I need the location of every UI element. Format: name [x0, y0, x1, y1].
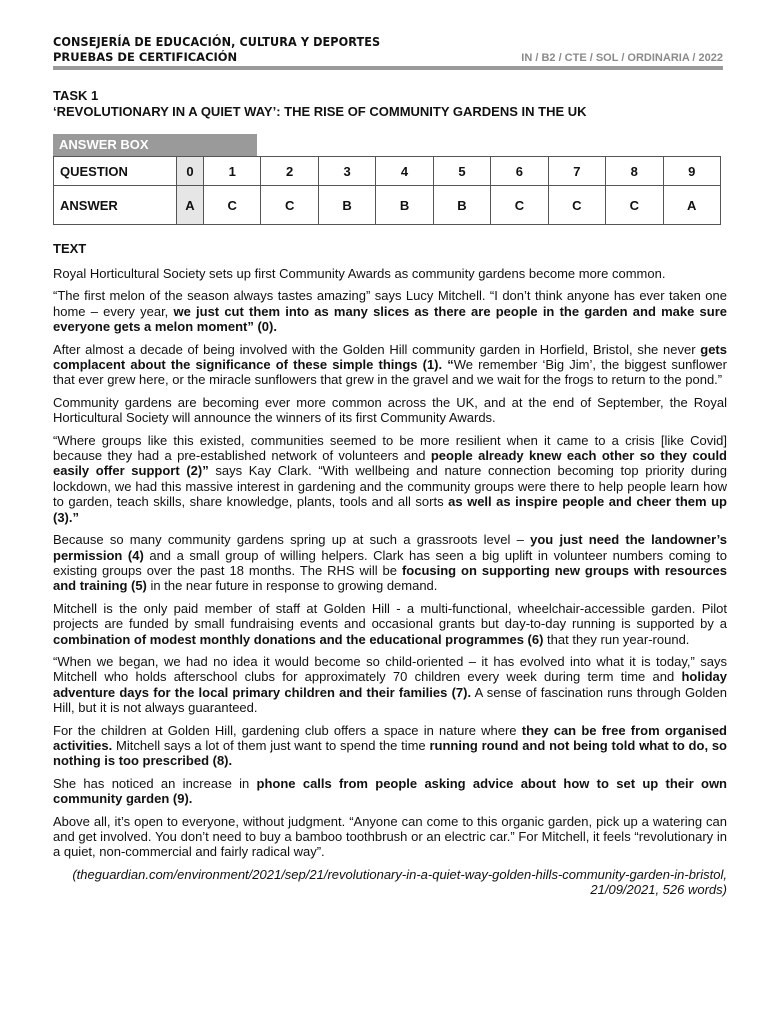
highlighted-answer-text: combination of modest monthly donations and the educational programmes (6): [53, 631, 544, 647]
article-paragraph: [53, 342, 727, 388]
answer-box-label: ANSWER BOX: [53, 134, 257, 156]
highlighted-answer-text: holiday adventure days for the local primary children and their families (7).: [53, 669, 727, 700]
article-paragraph: [53, 601, 727, 647]
article-paragraph: [53, 776, 727, 807]
highlighted-answer-text: gets complacent about the significance of these simple things (1). “: [53, 341, 727, 373]
paragraph-text: Community gardens are becoming ever more common across the UK, and at the end of September, the Royal Horticultural Society will announce the winners of its first Community Awards.: [53, 394, 727, 426]
paragraph-text: “Where groups like this existed, communities seemed to be more resilient when it came to a crisis [like Covid] because they had a pre-established network of volunteers and: [53, 432, 727, 464]
paragraph-text: “The first melon of the season always tastes amazing” says Lucy Mitchell. “I don’t think anyone has ever taken one home – every year,: [53, 288, 727, 319]
text-heading: TEXT: [53, 241, 87, 256]
article-paragraph: [53, 723, 727, 769]
exam-code: IN / B2 / CTE / SOL / ORDINARIA / 2022: [521, 52, 723, 64]
paragraph-text: Because so many community gardens spring up at such a grassroots level –: [53, 532, 531, 548]
highlighted-answer-text: we just cut them into as many slices as there are people in the garden and make sure everyone gets a melon moment” (0).: [53, 303, 727, 335]
answer-row: [54, 186, 721, 225]
article-paragraph: [53, 395, 727, 426]
question-header: QUESTION: [54, 157, 177, 186]
highlighted-answer-text: as well as inspire people and cheer them up (3).”: [53, 494, 727, 525]
highlighted-answer-text: phone calls from people asking advice about how to set up their own community garden (9).: [53, 775, 727, 807]
question-number-cell: 3: [318, 157, 375, 186]
question-number-cell: 2: [261, 157, 318, 186]
answer-cell: A: [177, 186, 204, 225]
header-divider: [53, 66, 723, 70]
paragraph-text: says Kay Clark. “With wellbeing and nature connection becoming top priority during lockdown, we had this massive interest in gardening and the community groups were there to help people learn how to garden, teach skills, share knowledge, plants, tools and all sorts: [53, 463, 727, 510]
article-paragraph: [53, 814, 727, 860]
paragraph-text: Above all, it’s open to everyone, without judgment. “Anyone can come to this organic garden, pick up a watering can and get involved. You don’t need to buy a bamboo toothbrush or an electric car.” For Mitchell, it feels “revolutionary in a quiet, non-commercial and fairly radical way”.: [53, 813, 727, 860]
question-number-cell: 5: [433, 157, 490, 186]
paragraph-text: We remember ‘Big Jim’, the biggest sunflower that ever grew here, or the miracle sunflowers that grew in the gravel and we wait for the frogs to return to the pond.”: [53, 357, 727, 388]
page-header: [53, 34, 723, 64]
answer-cell: B: [433, 186, 490, 225]
answer-cell: B: [376, 186, 433, 225]
highlighted-answer-text: you just need the landowner’s permission (4): [53, 532, 727, 563]
question-number-cell: 8: [606, 157, 663, 186]
paragraph-text: in the near future in response to growing demand.: [146, 578, 438, 594]
answer-cell: A: [663, 186, 721, 225]
paragraph-text: After almost a decade of being involved with the Golden Hill community garden in Horfield, Bristol, she never: [53, 341, 701, 357]
question-number-cell: 1: [204, 157, 261, 186]
question-number-cell: 0: [177, 157, 204, 186]
paragraph-text: and a small group of willing helpers. Clark has seen a big uplift in volunteer numbers coming to existing groups over the past 18 months. The RHS will be: [53, 547, 727, 578]
question-number-cell: 4: [376, 157, 433, 186]
article-paragraph: [53, 266, 727, 281]
paragraph-text: Royal Horticultural Society sets up first Community Awards as community gardens become more common.: [53, 266, 666, 281]
paragraph-text: Mitchell says a lot of them just want to spend the time: [112, 737, 430, 753]
answer-cell: C: [491, 186, 548, 225]
question-number-cell: 7: [548, 157, 605, 186]
article-paragraph: [53, 433, 727, 525]
highlighted-answer-text: people already knew each other so they could easily offer support (2)”: [53, 448, 727, 479]
task-number: TASK 1: [53, 88, 99, 103]
paragraph-text: A sense of fascination runs through Golden Hill, but it is not always guaranteed.: [53, 684, 727, 716]
paragraph-text: that they run year-round.: [543, 631, 690, 647]
answer-cell: B: [318, 186, 375, 225]
answer-cell: C: [261, 186, 318, 225]
question-number-cell: 6: [491, 157, 548, 186]
paragraph-text: Mitchell is the only paid member of staff at Golden Hill - a multi-functional, wheelchair-accessible garden. Pilot projects are funded by small fundraising events and occasional grants but day-to-day running is supported by a: [53, 600, 727, 632]
article-paragraph: [53, 532, 727, 594]
task-heading: [53, 88, 587, 120]
paragraph-text: She has noticed an increase in: [53, 775, 257, 791]
answer-table: [53, 156, 721, 225]
highlighted-answer-text: focusing on supporting new groups with resources and training (5): [53, 562, 727, 594]
organization-name: CONSEJERÍA DE EDUCACIÓN, CULTURA Y DEPORTES: [53, 34, 381, 49]
exam-subtitle: PRUEBAS DE CERTIFICACIÓN: [53, 50, 238, 64]
question-row: [54, 157, 721, 186]
paragraph-text: For the children at Golden Hill, gardening club offers a space in nature where: [53, 722, 522, 738]
article-paragraph: [53, 288, 727, 334]
article-body: [53, 266, 727, 898]
source-citation: (theguardian.com/environment/2021/sep/21/revolutionary-in-a-quiet-way-golden-hills-community-garden-in-bristol, 21/09/2021, 526 words): [72, 866, 727, 898]
question-number-cell: 9: [663, 157, 721, 186]
answer-cell: C: [606, 186, 663, 225]
task-title: ‘REVOLUTIONARY IN A QUIET WAY’: THE RISE OF COMMUNITY GARDENS IN THE UK: [53, 104, 587, 119]
highlighted-answer-text: they can be free from organised activities.: [53, 722, 727, 753]
answer-header: ANSWER: [54, 186, 177, 225]
paragraph-text: “When we began, we had no idea it would become so child-oriented – it has evolved into what it is today,” says Mitchell who holds afterschool clubs for approximately 70 children every week during term time and: [53, 653, 727, 685]
highlighted-answer-text: running round and not being told what to do, so nothing is too prescribed (8).: [53, 737, 727, 769]
article-paragraph: [53, 654, 727, 716]
answer-cell: C: [548, 186, 605, 225]
answer-cell: C: [204, 186, 261, 225]
